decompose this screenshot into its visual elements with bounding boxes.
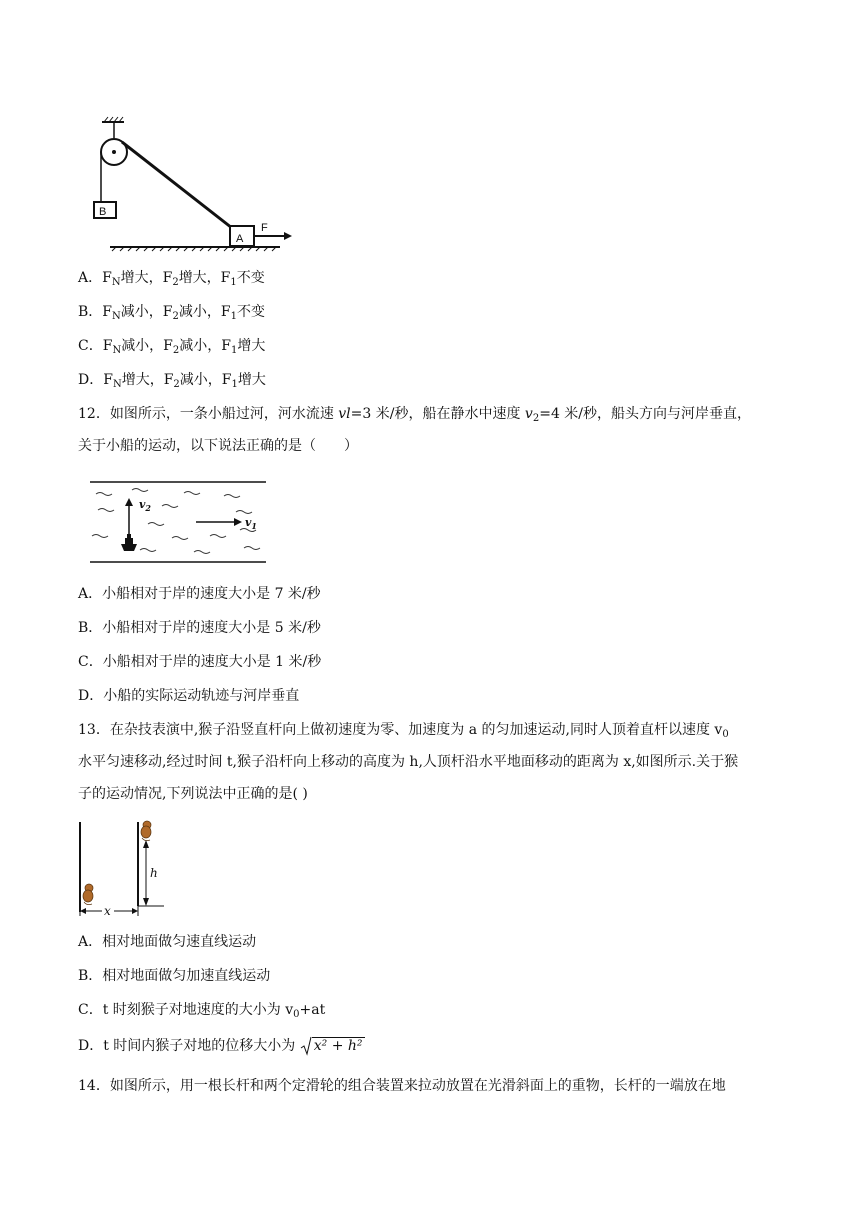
monkey-pole-diagram [74, 818, 174, 920]
monkey-icon-start [83, 884, 93, 905]
river-diagram [84, 476, 274, 568]
q12-option-c[interactable]: C．小船相对于岸的速度大小是 1 米/秒 [78, 654, 322, 670]
q12-stem-line1: 12．如图所示，一条小船过河，河水流速 vl=3 米/秒，船在静水中速度 $v_2=4$ 米/秒，船头方向与河岸垂直， [78, 406, 752, 424]
q12-option-a[interactable]: A．小船相对于岸的速度大小是 7 米/秒 [78, 586, 321, 602]
x-label: x [104, 904, 111, 918]
h-label: h [150, 866, 158, 880]
pulley-diagram [84, 114, 300, 252]
v2-label: $v_2$ [139, 498, 151, 513]
q13-option-c[interactable]: C．t 时刻猴子对地速度的大小为 $v_0+at$ [78, 1002, 326, 1020]
block-b-label: B [99, 206, 107, 218]
monkey-icon-end [141, 821, 151, 841]
q11-option-c[interactable]: C．$F_N$减小，$F_2$减小，$F_1$增大 [78, 338, 266, 356]
q11-option-a[interactable]: A．$F_N$增大，$F_2$增大，$F_1$不变 [78, 270, 265, 288]
q13-option-d[interactable]: D．t 时间内猴子对地的位移大小为 x² + h² [78, 1038, 363, 1054]
force-f-label: F [261, 222, 268, 234]
q12-option-d[interactable]: D．小船的实际运动轨迹与河岸垂直 [78, 688, 300, 704]
block-a-label: A [236, 233, 244, 245]
q12-option-b[interactable]: B．小船相对于岸的速度大小是 5 米/秒 [78, 620, 321, 636]
q12-stem-line2: 关于小船的运动，以下说法正确的是（ ） [78, 438, 358, 454]
q13-option-a[interactable]: A．相对地面做匀速直线运动 [78, 934, 257, 950]
q11-option-d[interactable]: D．$F_N$增大，$F_2$减小，$F_1$增大 [78, 372, 266, 390]
q13-stem-line1: 13．在杂技表演中,猴子沿竖直杆向上做初速度为零、加速度为 a 的匀加速运动,同时人顶着直杆以速度 $v_0$ [78, 722, 729, 740]
q13-stem-line2: 水平匀速移动,经过时间 t,猴子沿杆向上移动的高度为 h,人顶杆沿水平地面移动的距离为 x,如图所示.关于猴 [78, 754, 739, 770]
sqrt-expression: x² + h² [300, 1036, 365, 1056]
q13-option-b[interactable]: B．相对地面做匀加速直线运动 [78, 968, 271, 984]
q14-stem-line1: 14．如图所示，用一根长杆和两个定滑轮的组合装置来拉动放置在光滑斜面上的重物，长杆的一端放在地 [78, 1078, 726, 1094]
q11-option-b[interactable]: B．$F_N$减小，$F_2$减小，$F_1$不变 [78, 304, 265, 322]
v1-label: $v_1$ [245, 516, 257, 531]
boat-icon [121, 534, 137, 551]
q13-stem-line3: 子的运动情况,下列说法中正确的是( ) [78, 786, 308, 802]
